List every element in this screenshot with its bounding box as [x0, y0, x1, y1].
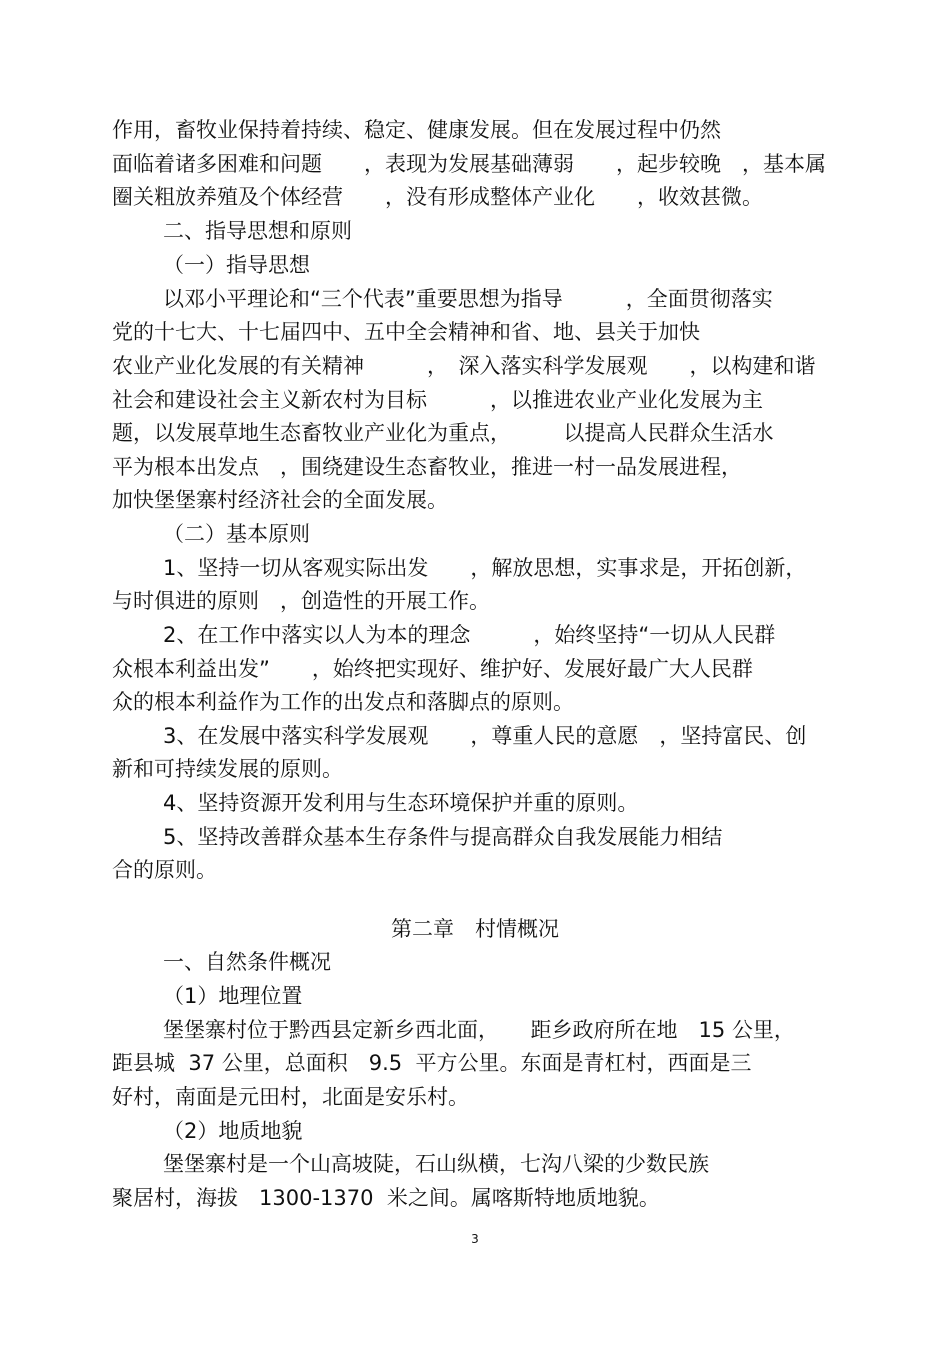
body-text-line: 聚居村，海拔 1300-1370 米之间。属喀斯特地质地貌。 [112, 1186, 660, 1210]
body-text-line: 新和可持续发展的原则。 [112, 757, 343, 781]
body-text-line: 平为根本出发点 ，围绕建设生态畜牧业，推进一村一品发展进程， [112, 455, 742, 479]
body-text-line: 党的十七大、十七届四中、五中全会精神和省、地、县关于加快 [112, 320, 700, 344]
body-text-line: 题，以发展草地生态畜牧业产业化为重点， 以提高人民群众生活水 [112, 421, 774, 445]
body-text-line: 众的根本利益作为工作的出发点和落脚点的原则。 [112, 690, 574, 714]
body-text-line: 5、坚持改善群众基本生存条件与提高群众自我发展能力相结 [163, 825, 723, 849]
body-text-line: 与时俱进的原则 ，创造性的开展工作。 [112, 589, 490, 613]
body-text-line: 1、坚持一切从客观实际出发 ，解放思想，实事求是，开拓创新， [163, 556, 807, 580]
body-text-line: 2、在工作中落实以人为本的理念 ，始终坚持“一切从人民群 [163, 623, 776, 647]
page-number: 3 [471, 1232, 479, 1246]
body-text-line: 面临着诸多困难和问题 ，表现为发展基础薄弱 ，起步较晚 ，基本属 [112, 152, 826, 176]
body-text-line: 好村，南面是元田村，北面是安乐村。 [112, 1085, 469, 1109]
section-heading: 一、自然条件概况 [163, 950, 331, 974]
body-text-line: 堡堡寨村位于黔西县定新乡西北面， 距乡政府所在地 15 公里， [163, 1018, 795, 1042]
body-text-line: 以邓小平理论和“三个代表”重要思想为指导 ，全面贯彻落实 [163, 287, 773, 311]
body-text-line: 农业产业化发展的有关精神 ， 深入落实科学发展观 ，以构建和谐 [112, 354, 816, 378]
body-text-line: 3、在发展中落实科学发展观 ，尊重人民的意愿 ，坚持富民、创 [163, 724, 807, 748]
subsection-heading: （1）地理位置 [163, 984, 303, 1008]
subsection-heading: （2）地质地貌 [163, 1119, 303, 1143]
body-text-line: 加快堡堡寨村经济社会的全面发展。 [112, 488, 448, 512]
body-text-line: 4、坚持资源开发利用与生态环境保护并重的原则。 [163, 791, 639, 815]
subsection-heading: （一）指导思想 [163, 253, 310, 277]
subsection-heading: （二）基本原则 [163, 522, 310, 546]
body-text-line: 圈关粗放养殖及个体经营 ，没有形成整体产业化 ，收效甚微。 [112, 185, 763, 209]
body-text-line: 合的原则。 [112, 858, 217, 882]
section-heading: 二、指导思想和原则 [163, 219, 352, 243]
body-text-line: 距县城 37 公里，总面积 9.5 平方公里。东面是青杠村，西面是三 [112, 1051, 752, 1075]
body-text-line: 社会和建设社会主义新农村为目标 ，以推进农业产业化发展为主 [112, 388, 763, 412]
body-text-line: 作用，畜牧业保持着持续、稳定、健康发展。但在发展过程中仍然 [112, 118, 721, 142]
body-text-line: 众根本利益出发” ，始终把实现好、维护好、发展好最广大人民群 [112, 657, 753, 681]
chapter-title: 第二章 村情概况 [391, 917, 559, 941]
body-text-line: 堡堡寨村是一个山高坡陡，石山纵横，七沟八梁的少数民族 [163, 1152, 709, 1176]
